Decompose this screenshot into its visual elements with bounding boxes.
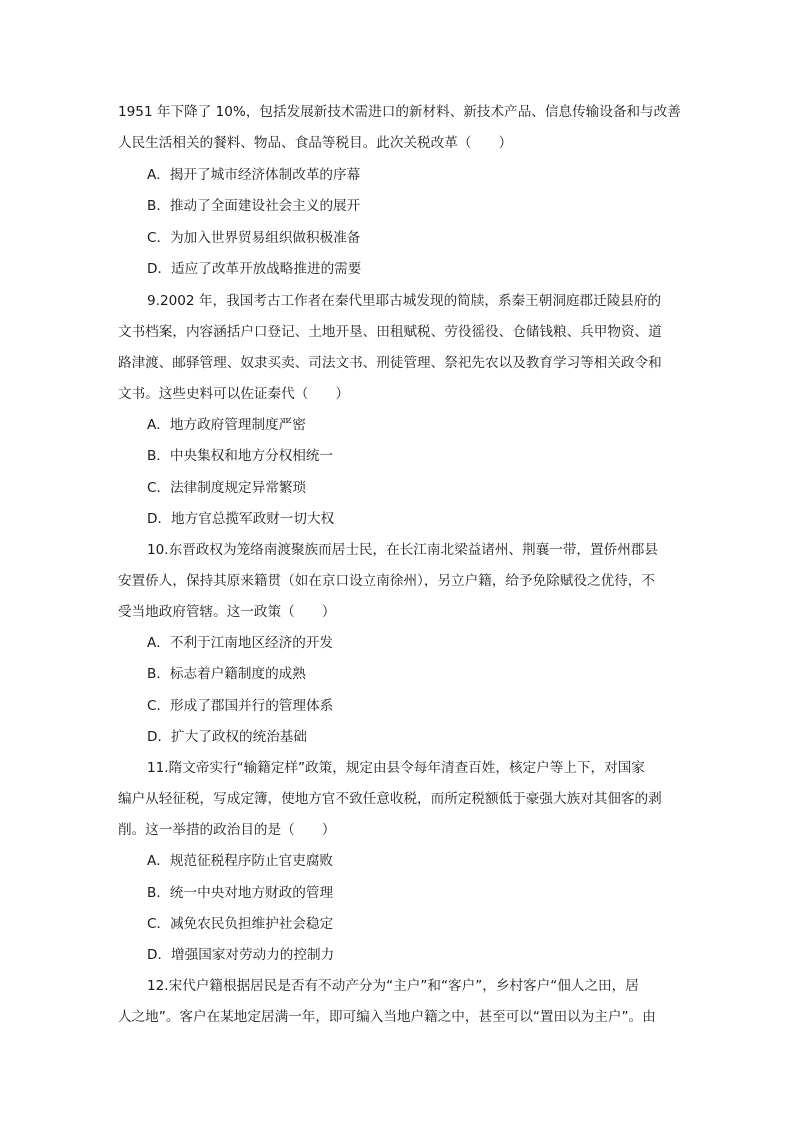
q11-stem-line-1: 11.隋文帝实行“输籍定样”政策，规定由县令每年清查百姓，核定户等上下，对国家 [147,760,645,776]
q8-option-d: D．适应了改革开放战略推进的需要 [147,261,362,277]
q8-option-b: B．推动了全面建设社会主义的展开 [147,198,361,214]
q9-option-a: A．地方政府管理制度严密 [147,417,306,433]
q11-stem-line-3: 削。这一举措的政治目的是（ ） [118,822,336,838]
q12-stem-line-1: 12.宋代户籍根据居民是否有不动产分为“主户”和“客户”，乡村客户“佃人之田，居 [147,978,639,994]
q12-stem-line-2: 人之地”。客户在某地定居满一年，即可编入当地户籍之中，甚至可以“置田以为主户”。由 [118,1009,656,1025]
q11-option-d: D．增强国家对劳动力的控制力 [147,947,335,963]
q11-stem-line-2: 编户从轻征税，写成定簿，使地方官不致任意收税，而所定税额低于豪强大族对其佃客的剥 [118,791,662,807]
q9-stem-line-1: 9.2002 年，我国考古工作者在秦代里耶古城发现的简牍，系秦王朝洞庭郡迁陵县府的 [147,293,662,309]
q9-option-c: C．法律制度规定异常繁琐 [147,480,307,496]
q9-stem-line-4: 文书。这些史料可以佐证秦代（ ） [118,386,350,402]
q8-option-a: A．揭开了城市经济体制改革的序幕 [147,167,361,183]
q8-stem-line-1: 1951 年下降了 10%，包括发展新技术需进口的新材料、新技术产品、信息传输设备和与改善 [118,104,681,120]
q10-stem-line-1: 10.东晋政权为笼络南渡聚族而居士民，在长江南北梁益诸州、荆襄一带，置侨州郡县 [147,542,658,558]
q10-option-c: C．形成了郡国并行的管理体系 [147,698,334,714]
q9-stem-line-3: 路津渡、邮驿管理、奴隶买卖、司法文书、刑徒管理、祭祀先农以及教育学习等相关政令和 [118,355,662,371]
q11-option-c: C．减免农民负担维护社会稳定 [147,916,334,932]
q10-stem-line-2: 安置侨人，保持其原来籍贯（如在京口设立南徐州），另立户籍，给予免除赋役之优待，不 [118,573,655,589]
q10-option-b: B．标志着户籍制度的成熟 [147,666,306,682]
q9-stem-line-2: 文书档案，内容涵括户口登记、土地开垦、田租赋税、劳役徭役、仓储钱粮、兵甲物资、道 [118,324,662,340]
q10-option-a: A．不利于江南地区经济的开发 [147,635,334,651]
q10-stem-line-3: 受当地政府管辖。这一政策（ ） [118,604,336,620]
q9-option-b: B．中央集权和地方分权相统一 [147,448,334,464]
q11-option-a: A．规范征税程序防止官吏腐败 [147,853,334,869]
q8-stem-line-2: 人民生活相关的餐料、物品、食品等税目。此次关税改革（ ） [118,135,513,151]
q9-option-d: D．地方官总揽军政财一切大权 [147,511,335,527]
q11-option-b: B．统一中央对地方财政的管理 [147,885,334,901]
q8-option-c: C．为加入世界贸易组织做积极准备 [147,230,361,246]
q10-option-d: D．扩大了政权的统治基础 [147,729,307,745]
